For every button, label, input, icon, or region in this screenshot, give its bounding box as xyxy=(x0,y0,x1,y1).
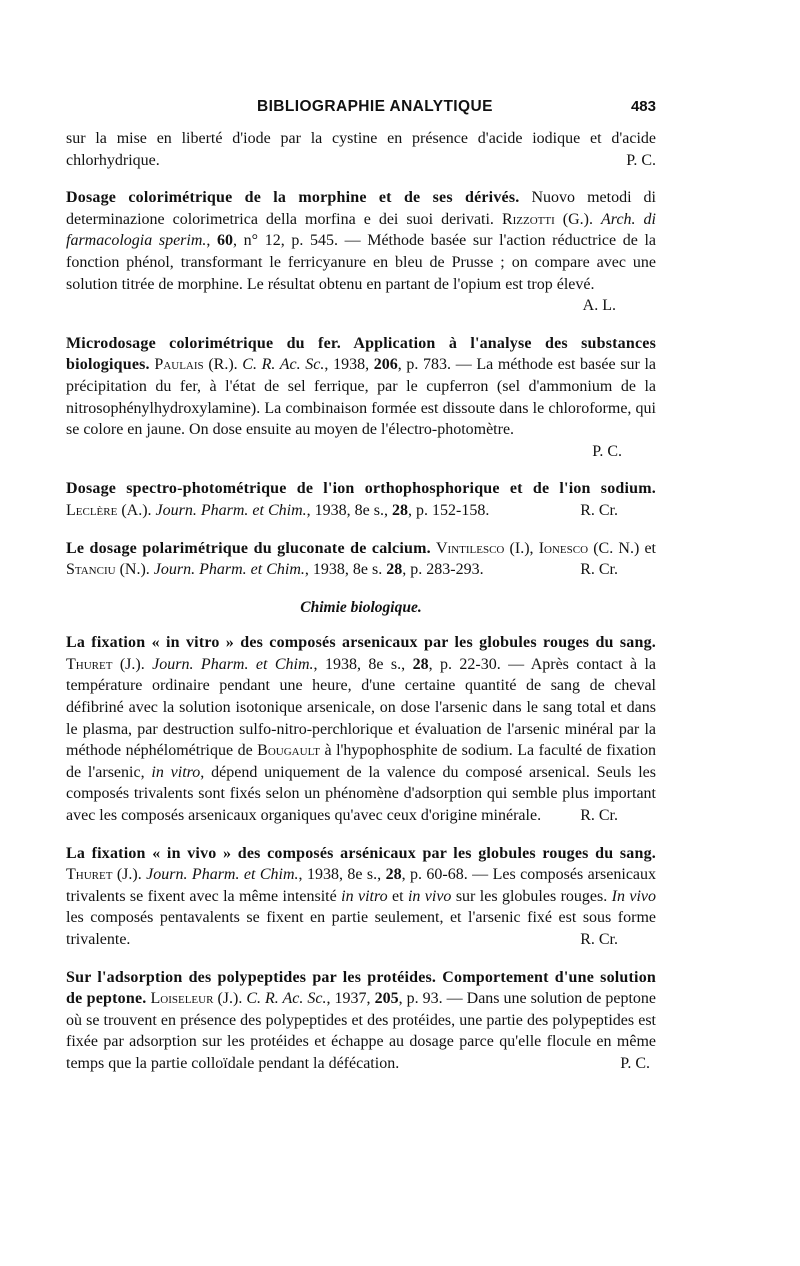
bibliography-entry: Dosage spectro-photométrique de l'ion orthophosphorique et de l'ion sodium. Leclère (A.). Journ. Pharm. et Chim., 1938, 8e s., 28, p. 152-158. R. Cr. xyxy=(66,478,656,521)
author: Stanciu xyxy=(66,561,116,579)
entry-title: Sur l'adsorption des polypeptides par les protéides. Comportement d'une solution de peptone. xyxy=(66,968,656,1008)
signature: R. Cr. xyxy=(580,501,618,519)
bibliography-entry: Le dosage polarimétrique du gluconate de calcium. Vintilesco (I.), Ionesco (C. N.) et Stanciu (N.). Journ. Pharm. et Chim., 1938, 8e s. 28, p. 283-293. R. Cr. xyxy=(66,538,656,581)
signature: P. C. xyxy=(626,151,656,169)
volume: 28 xyxy=(391,501,408,519)
entry-title: Microdosage colorimétrique du fer. Application à l'analyse des substances biologiques. xyxy=(66,334,656,374)
entry-title: Dosage spectro-photométrique de l'ion orthophosphorique et de l'ion sodium. xyxy=(66,480,656,498)
entry-title: La fixation « in vitro » des composés arsenicaux par les globules rouges du sang. xyxy=(66,634,656,652)
volume: 28 xyxy=(385,866,402,884)
entry-title: Le dosage polarimétrique du gluconate de calcium. xyxy=(66,539,431,557)
author: Bougault xyxy=(257,742,320,760)
author: Thuret xyxy=(66,655,113,673)
bibliography-entry: Microdosage colorimétrique du fer. Application à l'analyse des substances biologiques. Paulais (R.). C. R. Ac. Sc., 1938, 206, p. 783. — La méthode est basée sur la précipitation du fer, à l'état de sel ferrique, par le cupferron (sel d'ammonium de la nitrosophénylhydroxylamine). La combinaison formée est dissoute dans le chloroforme, qui se colore en jaune. On dose ensuite au moyen de l'électro-photomètre. P. C. xyxy=(66,333,656,463)
bibliography-entry: La fixation « in vitro » des composés arsenicaux par les globules rouges du sang. Thuret (J.). Journ. Pharm. et Chim., 1938, 8e s., 28, p. 22-30. — Après contact à la température ordinaire pendant une heure, d'une certaine quantité de sang de cheval défibriné avec la solution isotonique arsenicale, on dose l'arsenic dans le sang total et dans le plasma, par destruction sulfo-nitro-perchlorique et évaluation de l'arsenic minéral par la méthode néphélométrique de Bougault à l'hypophosphite de sodium. La faculté de fixation de l'arsenic, in vitro, dépend uniquement de la valence du composé arsenical. Seuls les composés trivalents sont fixés selon un phénomène d'adsorption qui semble plus important avec les composés arsenicaux organiques qu'avec ceux d'origine minérale. R. Cr. xyxy=(66,632,656,826)
author: Thuret xyxy=(66,866,113,884)
author: Ionesco xyxy=(538,539,589,557)
author: Leclère xyxy=(66,501,118,519)
volume: 28 xyxy=(386,561,403,579)
bibliography-entry: Sur l'adsorption des polypeptides par les protéides. Comportement d'une solution de peptone. Loiseleur (J.). C. R. Ac. Sc., 1937, 205, p. 93. — Dans une solution de peptone où se trouvent en présence des polypeptides et des protéides, une partie des polypeptides est fixée par adsorption sur les protéides et échappe au dosage parce qu'elle flocule en même temps que la partie colloïdale pendant la défécation. P. C. xyxy=(66,967,656,1075)
volume: 205 xyxy=(374,990,399,1008)
signature: A. L. xyxy=(582,297,616,315)
page-header xyxy=(66,98,656,122)
page-number: 483 xyxy=(630,98,656,115)
author: Vintilesco xyxy=(435,539,505,557)
entry-title: Dosage colorimétrique de la morphine et de ses dérivés. xyxy=(66,189,520,207)
bibliography-entry: La fixation « in vivo » des composés arsénicaux par les globules rouges du sang. Thuret (J.). Journ. Pharm. et Chim., 1938, 8e s., 28, p. 60-68. — Les composés arsenicaux trivalents se fixent avec la même intensité in vitro et in vivo sur les globules rouges. In vivo les composés pentavalents se fixent en partie seulement, et l'arsenic fixé est sous forme trivalente. R. Cr. xyxy=(66,843,656,951)
signature: R. Cr. xyxy=(580,931,618,948)
running-title: BIBLIOGRAPHIE ANALYTIQUE xyxy=(257,98,493,115)
continued-paragraph: sur la mise en liberté d'iode par la cystine en présence d'acide iodique et d'acide chlorhydrique. P. C. xyxy=(66,128,656,171)
volume: 60 xyxy=(217,232,234,250)
journal: Arch. di farmacologia sperim. xyxy=(66,210,656,250)
signature: P. C. xyxy=(620,1054,650,1072)
bibliography-entry: Dosage colorimétrique de la morphine et de ses dérivés. Nuovo metodi di determinazione colorimetrica della morfina e dei suoi derivati. Rizzotti (G.). Arch. di farmacologia sperim., 60, n° 12, p. 545. — Méthode basée sur l'action réductrice de la fonction phénol, transformant le ferricyanure en bleu de Prusse ; on compare avec une solution titrée de morphine. Le résultat obtenu en partant de l'opium est trop élevé. A. L. xyxy=(66,187,656,317)
signature: P. C. xyxy=(592,442,622,460)
author: Loiseleur xyxy=(150,990,214,1008)
page-content xyxy=(66,128,656,1091)
author: Paulais xyxy=(154,356,204,374)
entry-title: La fixation « in vivo » des composés arsénicaux par les globules rouges du sang. xyxy=(66,844,656,862)
signature: R. Cr. xyxy=(580,561,618,579)
journal: Journ. Pharm. et Chim. xyxy=(146,866,299,884)
journal: Journ. Pharm. et Chim. xyxy=(153,561,305,579)
journal: C. R. Ac. Sc. xyxy=(242,356,325,374)
journal: Journ. Pharm. et Chim. xyxy=(155,501,307,519)
signature: R. Cr. xyxy=(580,807,618,825)
journal: C. R. Ac. Sc. xyxy=(246,990,327,1008)
volume: 206 xyxy=(373,356,398,374)
volume: 28 xyxy=(412,655,429,673)
author: Rizzotti xyxy=(501,210,555,228)
section-heading: Chimie biologique. xyxy=(300,598,422,616)
journal: Journ. Pharm. et Chim. xyxy=(152,655,314,673)
